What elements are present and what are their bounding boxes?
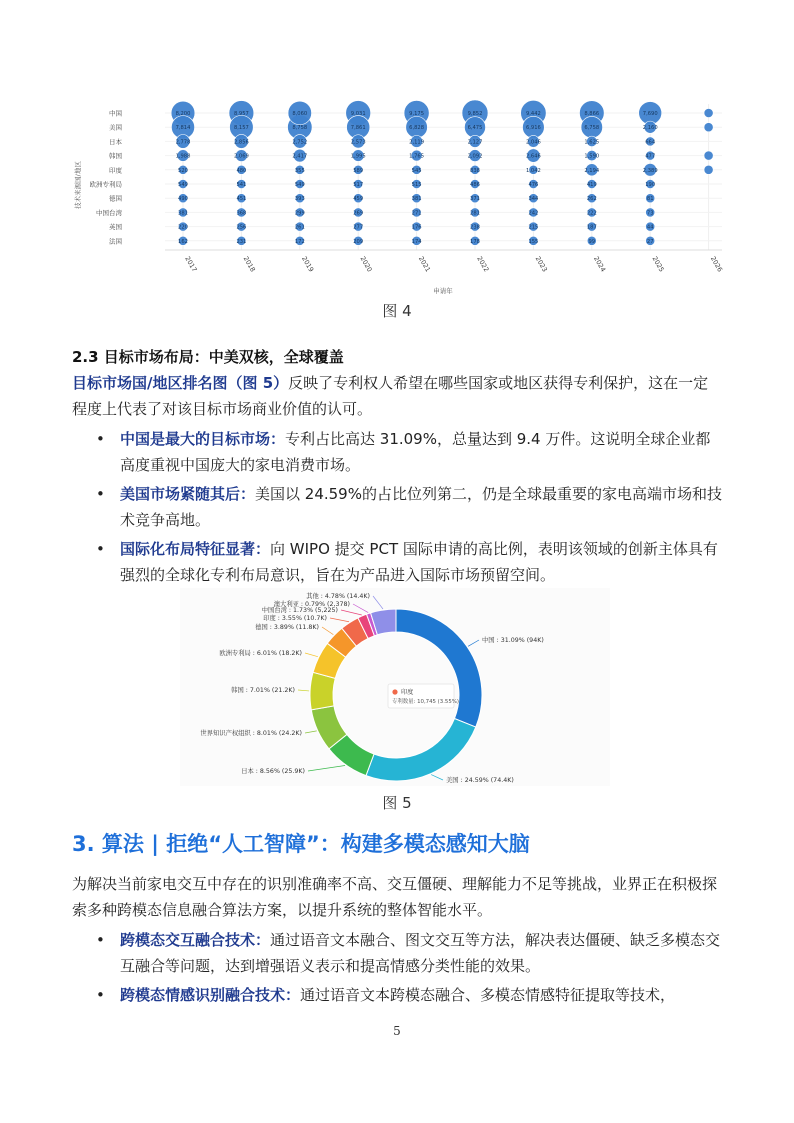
- data-label: 344: [528, 196, 539, 203]
- data-label: 174: [411, 238, 422, 245]
- data-label: 2,573: [350, 139, 366, 146]
- slice-label: 澳大利亚 : 0.79% (2,378): [273, 601, 350, 608]
- x-tick-label: 2025: [650, 255, 666, 274]
- data-label: 1,765: [409, 153, 425, 160]
- x-tick-label: 2026: [708, 255, 725, 274]
- intro-rest: 反映了专利权人希望在哪些国家或地区获得专利保护，这在一定程度上代表了对该目标市场商业价值的认可。: [72, 374, 709, 418]
- x-tick-label: 2021: [416, 255, 433, 274]
- data-label: 8,200: [175, 111, 191, 117]
- data-label: 8,866: [584, 111, 600, 117]
- slice-label: 欧洲专利局 : 6.01% (18.2K): [219, 650, 302, 657]
- row-label: 欧洲专利局: [89, 180, 122, 189]
- data-label: 2,194: [584, 167, 600, 174]
- data-label: 371: [470, 196, 480, 203]
- data-label: 190: [645, 182, 656, 188]
- data-label: 9,031: [350, 111, 366, 117]
- section-3-intro: 为解决当前家电交互中存在的识别准确率不高、交互僵硬、理解能力不足等挑战，业界正在积极探索多种跨模态信息融合算法方案，以提升系统的整体智能水平。: [72, 875, 718, 919]
- x-tick-label: 2018: [241, 255, 257, 274]
- data-label: 242: [528, 210, 539, 217]
- data-label: 381: [411, 196, 422, 203]
- data-label: 381: [178, 210, 188, 217]
- donut-slice: [310, 672, 335, 710]
- bullet-text: 向 WIPO 提交 PCT 国际申请的高比例，表明该领域的创新主体具有强烈的全球化专利布局意识，旨在为产品进入国际市场预留空间。: [120, 540, 718, 584]
- row-label: 英国: [109, 223, 122, 232]
- data-label: 44: [646, 224, 654, 231]
- data-label: 6,758: [584, 125, 600, 132]
- x-tick-label: 2020: [358, 255, 374, 274]
- tooltip-title: 印度: [401, 689, 414, 696]
- data-label: 178: [470, 238, 480, 245]
- slice-label: 美国 : 24.59% (74.4K): [446, 777, 514, 784]
- data-label: 2,752: [292, 139, 308, 146]
- data-label: 2,646: [525, 153, 541, 160]
- slice-label: 日本 : 8.56% (25.9K): [241, 768, 305, 775]
- data-label: 9,442: [525, 111, 541, 117]
- data-label: 1,625: [584, 139, 600, 146]
- data-label: 1,995: [350, 153, 366, 160]
- slice-label: 韩国 : 7.01% (21.2K): [231, 687, 295, 694]
- x-tick-label: 2017: [183, 255, 199, 274]
- data-label: 419: [586, 182, 597, 188]
- data-label: 368: [236, 210, 247, 217]
- data-label: 486: [470, 182, 480, 188]
- data-label: 549: [178, 182, 188, 188]
- row-label: 中国: [109, 109, 122, 118]
- data-label: 209: [353, 238, 364, 245]
- data-label: 2,389: [642, 167, 658, 174]
- bullet-lead: 中国是最大的目标市场：: [120, 430, 286, 448]
- data-label: 220: [178, 224, 188, 231]
- bullet-lead: 跨模态交互融合技术：: [120, 931, 271, 949]
- data-label: 515: [411, 182, 422, 188]
- data-label: 476: [528, 182, 539, 188]
- intro-lead: 目标市场国/地区排名图（图 5）: [72, 374, 289, 392]
- data-label: 6,916: [525, 125, 541, 132]
- figure-5-caption: 图 5: [382, 794, 412, 812]
- data-label: 545: [411, 167, 422, 174]
- data-label: 2,046: [525, 139, 541, 146]
- data-label: 2,119: [409, 139, 425, 146]
- x-tick-label: 2022: [475, 255, 491, 274]
- data-label: 517: [353, 182, 364, 188]
- data-label: 299: [294, 210, 305, 217]
- data-label: 589: [353, 167, 364, 174]
- data-label: 27: [646, 238, 654, 245]
- row-label: 德国: [109, 194, 122, 203]
- data-label: 81: [646, 196, 654, 203]
- data-label: 9,175: [409, 111, 425, 117]
- data-label: 2,160: [642, 125, 658, 132]
- data-label: 162: [178, 238, 188, 245]
- data-label: 8,060: [292, 111, 308, 117]
- data-label: 490: [178, 196, 188, 203]
- slice-label: 其他 : 4.78% (14.4K): [306, 593, 370, 600]
- bullet-lead: 美国市场紧随其后：: [120, 485, 256, 503]
- slice-label: 中国台湾 : 1.73% (5,225): [261, 607, 338, 614]
- x-tick-label: 2023: [533, 255, 549, 274]
- data-label: 271: [411, 210, 422, 217]
- data-label: 277: [353, 224, 364, 231]
- data-label: 262: [586, 196, 597, 203]
- data-label: 393: [294, 196, 305, 203]
- data-label: 2,127: [467, 139, 483, 146]
- tooltip: [388, 684, 459, 708]
- data-label: 155: [528, 238, 539, 245]
- data-label: 7,690: [642, 111, 658, 117]
- data-label: 215: [528, 224, 539, 231]
- data-label: 477: [645, 153, 656, 160]
- y-axis-title: 技术来源国/地区: [74, 161, 82, 209]
- data-label: 269: [353, 210, 364, 217]
- data-label: 541: [236, 182, 247, 188]
- data-label: 172: [294, 238, 305, 245]
- data-label: 520: [178, 167, 188, 174]
- data-label: 664: [645, 139, 656, 146]
- data-label: 838: [470, 167, 480, 174]
- data-label: 8,957: [233, 111, 249, 117]
- data-label: 187: [586, 224, 597, 231]
- slice-label: 中国 : 31.09% (94K): [482, 637, 544, 644]
- figure-4-caption: 图 4: [382, 302, 412, 320]
- data-label: 451: [236, 196, 247, 203]
- data-label: 261: [294, 224, 305, 231]
- slice-label: 德国 : 3.89% (11.8K): [255, 624, 319, 631]
- slice-label: 世界知识产权组织 : 8.01% (24.2K): [200, 730, 302, 737]
- row-label: 中国台湾: [96, 208, 122, 217]
- data-label: 2,856: [233, 139, 249, 146]
- data-label: 7,814: [175, 125, 191, 132]
- row-label: 法国: [109, 237, 122, 246]
- data-label: 176: [411, 224, 422, 231]
- data-label: 8,758: [292, 125, 308, 132]
- data-label: 1,988: [175, 153, 191, 160]
- bullet-lead: 跨模态情感识别融合技术：: [120, 986, 301, 1004]
- bullet-text: 通过语音文本融合、图文交互等方法，解决表达僵硬、缺乏多模态交互融合等问题，达到增强语义表示和提高情感分类性能的效果。: [120, 931, 721, 975]
- section-3-heading: 3. 算法 | 拒绝“人工智障”：构建多模态感知大脑: [72, 832, 530, 856]
- data-label: 6,828: [409, 125, 425, 132]
- data-label: 1,590: [584, 153, 600, 160]
- bullet-text: 通过语音文本跨模态融合、多模态情感特征提取等技术，: [300, 986, 676, 1004]
- row-label: 美国: [109, 123, 122, 132]
- x-tick-label: 2019: [300, 255, 316, 274]
- list-item: [96, 982, 722, 1008]
- bullet-text: 美国以 24.59%的占比位列第二，仍是全球最重要的家电高端市场和技术竞争高地。: [120, 485, 722, 529]
- data-label: 2,069: [233, 153, 249, 160]
- data-label: 2,092: [467, 153, 483, 160]
- data-label: 99: [588, 238, 596, 245]
- tooltip-text: 专利数量: 10,745 (3.55%): [392, 699, 459, 705]
- data-label: 281: [470, 210, 480, 217]
- data-label: 238: [470, 224, 480, 231]
- data-label: 480: [236, 167, 247, 174]
- data-label: 231: [236, 238, 247, 245]
- row-label: 印度: [109, 166, 122, 175]
- data-label: 6,475: [467, 125, 483, 132]
- bullet-lead: 国际化布局特征显著：: [120, 540, 271, 558]
- data-label: 459: [353, 196, 364, 203]
- list-item: [96, 927, 722, 979]
- algorithm-bullet-list: [96, 927, 722, 1011]
- data-label: 9,852: [467, 111, 483, 117]
- data-label: 2,417: [292, 153, 308, 160]
- x-axis-title: 申请年: [433, 287, 453, 295]
- page-number: 5: [393, 1024, 401, 1038]
- data-label: 355: [294, 167, 305, 174]
- row-label: 日本: [109, 137, 122, 146]
- data-label: 73: [646, 210, 654, 217]
- data-label: 256: [236, 224, 247, 231]
- data-label: 549: [294, 182, 305, 188]
- section-2-3-heading: 2.3 目标市场布局：中美双核，全球覆盖: [72, 348, 344, 366]
- x-tick-label: 2024: [592, 255, 608, 274]
- data-label: 2,778: [175, 139, 191, 146]
- bullet-text: 专利占比高达 31.09%，总量达到 9.4 万件。这说明全球企业都高度重视中国庞大的家电消费市场。: [120, 430, 711, 474]
- data-label: 1,042: [525, 167, 541, 174]
- data-label: 7,861: [350, 125, 366, 132]
- data-label: 8,157: [233, 125, 249, 132]
- data-label: 222: [586, 210, 597, 217]
- tooltip-marker: [392, 689, 397, 694]
- slice-label: 印度 : 3.55% (10.7K): [263, 615, 327, 622]
- row-label: 韩国: [109, 152, 122, 161]
